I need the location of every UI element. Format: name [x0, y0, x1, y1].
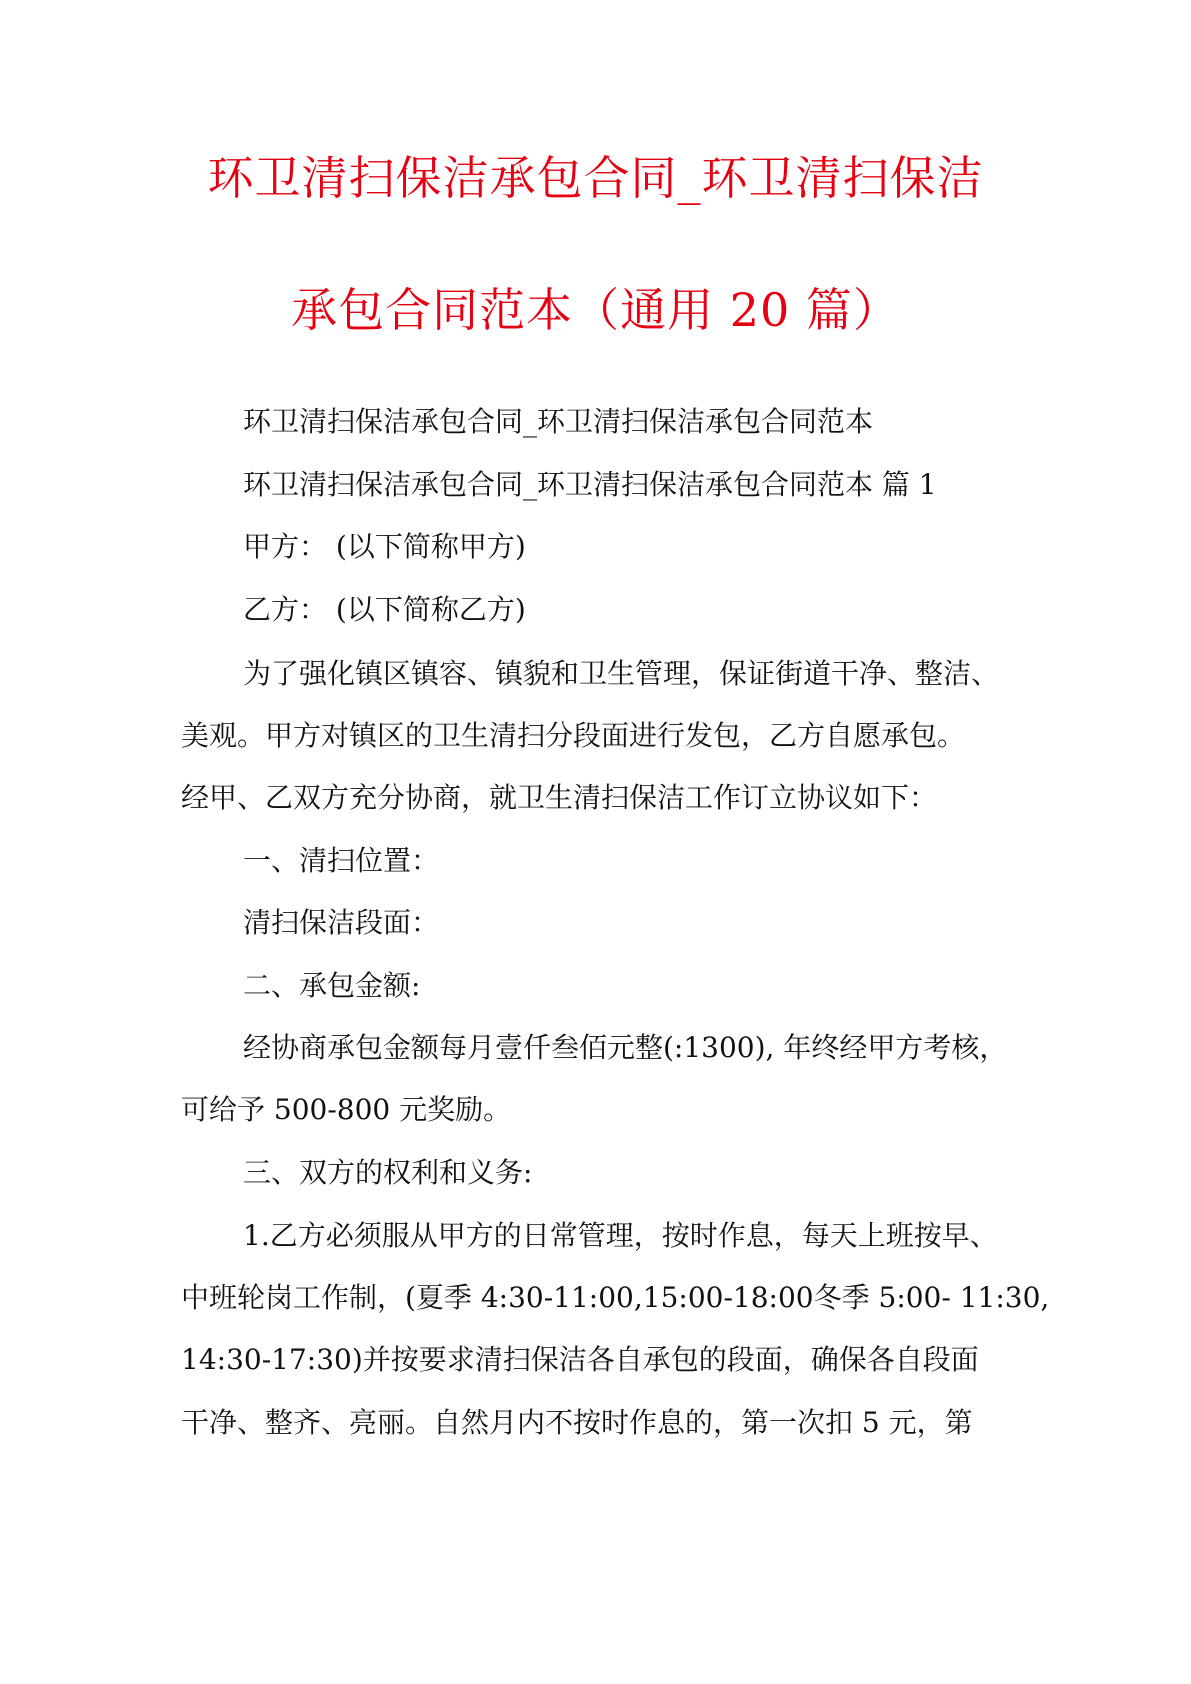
- clause-heading: 二、承包金额:: [243, 969, 421, 1002]
- paragraph-line: 经甲、乙双方充分协商，就卫生清扫保洁工作订立协议如下：: [181, 781, 938, 814]
- paragraph-line: 清扫保洁段面：: [243, 906, 440, 939]
- paragraph-line: 14:30-17:30)并按要求清扫保洁各自承包的段面，确保各自段面: [181, 1343, 979, 1376]
- clause-heading: 三、双方的权利和义务:: [243, 1156, 533, 1189]
- document-title-line-2: 承包合同范本（通用 20 篇）: [291, 283, 900, 337]
- clause-heading: 一、清扫位置：: [243, 844, 440, 877]
- party-a-line: 甲方： (以下简称甲方): [243, 530, 526, 563]
- paragraph-line: 中班轮岗工作制，(夏季 4:30-11:00,15:00-18:00冬季 5:00- 11:30,: [181, 1281, 1050, 1314]
- paragraph-line: 为了强化镇区镇容、镇貌和卫生管理，保证街道干净、整洁、: [243, 657, 1000, 690]
- document-title-line-1: 环卫清扫保洁承包合同_环卫清扫保洁: [207, 151, 984, 205]
- subtitle-line: 环卫清扫保洁承包合同_环卫清扫保洁承包合同范本: [243, 405, 874, 438]
- paragraph-line: 1.乙方必须服从甲方的日常管理，按时作息，每天上班按早、: [243, 1219, 998, 1252]
- paragraph-line: 美观。甲方对镇区的卫生清扫分段面进行发包，乙方自愿承包。: [181, 719, 966, 752]
- paragraph-line: 可给予 500-800 元奖励。: [181, 1093, 512, 1126]
- party-b-line: 乙方： (以下简称乙方): [243, 593, 526, 626]
- paragraph-line: 经协商承包金额每月壹仟叁佰元整(:1300), 年终经甲方考核，: [243, 1031, 1008, 1064]
- section-heading: 环卫清扫保洁承包合同_环卫清扫保洁承包合同范本 篇 1: [243, 468, 937, 501]
- paragraph-line: 干净、整齐、亮丽。自然月内不按时作息的，第一次扣 5 元，第: [181, 1406, 973, 1439]
